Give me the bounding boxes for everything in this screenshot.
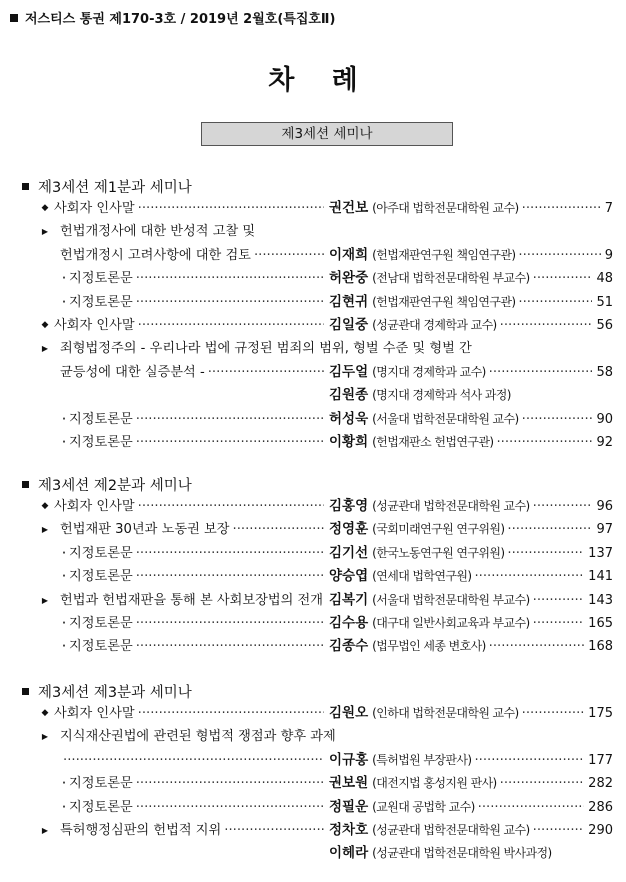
leader-dots (133, 796, 324, 819)
author-name: 정영훈 (329, 521, 369, 538)
square-bullet-icon (22, 688, 29, 695)
page-number: 143 (588, 592, 613, 608)
dot-bullet-icon: · (61, 543, 67, 562)
author-affiliation: (특허법원 부장판사) (372, 752, 472, 767)
leader-dots (133, 542, 324, 565)
author-info (329, 749, 613, 772)
author-info (329, 267, 613, 290)
dot-bullet-icon: · (61, 567, 67, 586)
page-title: 차 례 (268, 65, 372, 96)
entry-title-text: 균등성에 대한 실증분석 - (60, 364, 205, 380)
toc-entry-line (0, 702, 626, 725)
author-name: 정차호 (329, 822, 369, 838)
author-affiliation: (헌법재판소 헌법연구관) (372, 435, 494, 449)
leader-dots (133, 408, 324, 431)
author-info (329, 589, 613, 612)
author-info (329, 842, 613, 865)
entry-title (60, 749, 324, 772)
entry-title-text: 지정토론문 (69, 776, 133, 792)
author-info (329, 542, 613, 565)
leader-dots (133, 772, 324, 795)
author-name: 정필운 (329, 798, 369, 815)
entry-title-text: 지정토론문 (69, 616, 133, 631)
leader-dots (135, 197, 324, 220)
leader-dots (475, 796, 585, 819)
leader-dots (493, 431, 592, 454)
toc-entry-line (0, 431, 626, 454)
author-name: 이헤라 (329, 845, 369, 862)
author-affiliation: (서울대 법학전문대학원 교수) (372, 411, 519, 426)
entry-title-text: 헌법개정사에 대한 반성적 고찰 및 (60, 224, 256, 240)
page-number: 9 (604, 247, 613, 263)
author-affiliation: (대전지법 홍성지원 판사) (372, 776, 497, 791)
entry-title (54, 197, 324, 220)
leader-dots (133, 431, 324, 454)
leader-dots (133, 635, 324, 658)
leader-dots (530, 267, 593, 290)
page-number: 168 (588, 639, 613, 655)
author-name: 권보원 (329, 775, 369, 792)
author-name: 권건보 (329, 200, 369, 216)
square-bullet-icon (22, 183, 29, 190)
square-bullet-icon (22, 481, 29, 488)
author-name: 김복기 (329, 591, 369, 608)
journal-header (10, 8, 335, 27)
toc-entry-line (0, 267, 626, 290)
toc-entry-line (0, 384, 626, 407)
author-affiliation: (성균관대 법학전문대학원 교수) (372, 499, 530, 513)
toc-entry-line (0, 518, 626, 541)
entry-title (69, 796, 324, 819)
entry-title (60, 589, 324, 612)
leader-dots (486, 635, 585, 658)
dot-bullet-icon: · (61, 409, 67, 428)
triangle-bullet-icon: ▶ (41, 344, 49, 354)
toc-entry-line (0, 772, 626, 795)
toc-entry-line (0, 337, 626, 360)
entry-title (60, 244, 324, 267)
entry-title-text: 지정토론문 (69, 639, 133, 655)
author-info (329, 197, 613, 220)
author-name: 김일중 (329, 317, 369, 333)
diamond-bullet-icon: ◆ (41, 501, 49, 511)
entry-title (60, 518, 324, 541)
entry-title (69, 635, 324, 658)
triangle-bullet-icon: ▶ (41, 595, 49, 605)
entry-title-text: 죄형법정주의 - 우리나라 법에 규정된 범죄의 범위, 형벌 수준 및 형벌 간 (60, 341, 472, 357)
section-heading-text: 제3세션 제2분과 세미나 (38, 478, 192, 494)
leader-dots (323, 589, 324, 612)
section-heading (22, 176, 192, 197)
author-name: 이황희 (329, 434, 369, 450)
diamond-bullet-icon: ◆ (41, 203, 49, 213)
entry-title (69, 408, 324, 431)
author-name: 양승엽 (329, 568, 369, 585)
author-info (329, 314, 613, 337)
author-affiliation: (명지대 경제학과 교수) (372, 364, 486, 379)
entry-title (54, 314, 324, 337)
journal-header-text: 저스티스 통권 제170-3호 / 2019년 2월호(특집호Ⅱ) (25, 12, 336, 27)
page-number: 286 (588, 799, 613, 815)
toc-entry-line (0, 612, 626, 635)
leader-dots (135, 702, 324, 725)
session-banner: 제3세션 세미나 (201, 122, 453, 146)
diamond-bullet-icon: ◆ (41, 320, 49, 330)
page-number: 177 (588, 752, 613, 768)
entry-title-text: 헌법과 헌법재판을 통해 본 사회보장법의 전개 (60, 592, 324, 608)
author-affiliation: (헌법재판연구원 책임연구관) (372, 294, 516, 309)
author-affiliation: (성균관대 법학전문대학원 교수) (372, 823, 530, 837)
leader-dots (135, 495, 324, 518)
page-number: 96 (596, 499, 613, 514)
author-info (329, 431, 613, 454)
entry-title-text: 지정토론문 (69, 294, 133, 310)
entry-title-text: 헌법개정시 고려사항에 대한 검토 (60, 247, 251, 263)
triangle-bullet-icon: ▶ (41, 525, 49, 535)
author-affiliation: (법무법인 세종 변호사) (372, 639, 486, 654)
author-affiliation: (교원대 공법학 교수) (372, 799, 475, 814)
toc-entry-line (0, 197, 626, 220)
toc-entry-line (0, 361, 626, 384)
dot-bullet-icon: · (61, 614, 67, 632)
author-affiliation: (명지대 경제학과 석사 과정) (372, 388, 511, 403)
page-number: 58 (596, 364, 613, 380)
leader-dots (135, 314, 324, 337)
page-number: 56 (596, 318, 613, 333)
square-bullet-icon (10, 14, 18, 22)
page-number: 51 (596, 294, 613, 310)
entry-title (69, 565, 324, 588)
dot-bullet-icon: · (61, 774, 67, 793)
author-name: 김종수 (329, 638, 369, 655)
toc-entry-line (0, 220, 626, 243)
page-number: 141 (588, 569, 613, 585)
entry-title-text: 사회자 인사말 (54, 706, 135, 721)
author-info (329, 244, 613, 267)
page-number: 92 (596, 435, 613, 450)
author-affiliation: (대구대 일반사회교육과 부교수) (372, 616, 530, 630)
author-name: 김수용 (329, 615, 369, 631)
leader-dots (530, 612, 585, 635)
author-affiliation: (성균관대 법학전문대학원 박사과정) (372, 846, 552, 861)
entry-title-text: 특허행정심판의 헌법적 지위 (60, 823, 222, 838)
entry-title (69, 772, 324, 795)
entry-title-text: 지정토론문 (69, 799, 133, 815)
dot-bullet-icon: · (61, 269, 67, 288)
leader-dots (60, 749, 324, 772)
toc-entry-line (0, 542, 626, 565)
author-name: 김원오 (329, 705, 369, 721)
leader-dots (515, 291, 592, 314)
leader-dots (133, 267, 324, 290)
entry-title (60, 337, 612, 360)
author-name: 이규홍 (329, 751, 369, 768)
section-heading (22, 474, 192, 495)
toc-entry-line (0, 635, 626, 658)
entry-title-text: 지정토론문 (69, 569, 133, 585)
entry-title-text: 헌법재판 30년과 노동권 보장 (60, 522, 230, 538)
page-number: 282 (588, 776, 613, 792)
dot-bullet-icon: · (61, 433, 67, 451)
toc-entry-line (0, 244, 626, 267)
entry-title-text: 지정토론문 (69, 545, 133, 561)
leader-dots (133, 612, 324, 635)
page-number: 175 (588, 706, 613, 721)
page-number: 165 (588, 616, 613, 631)
leader-dots (504, 518, 592, 541)
leader-dots (251, 244, 324, 267)
triangle-bullet-icon: ▶ (41, 826, 49, 835)
toc-entry-line (0, 314, 626, 337)
author-affiliation: (인하대 법학전문대학원 교수) (372, 706, 519, 720)
entry-title-text: 지정토론문 (69, 271, 133, 287)
toc-entry-line (0, 495, 626, 518)
author-name: 허완중 (329, 270, 369, 287)
leader-dots (530, 589, 585, 612)
entry-title-text: 사회자 인사말 (54, 201, 135, 216)
entry-title (69, 612, 324, 635)
author-info (329, 408, 613, 431)
author-name: 허성욱 (329, 410, 369, 427)
leader-dots (519, 197, 601, 220)
toc-entry-line (0, 408, 626, 431)
leader-dots (221, 819, 324, 842)
triangle-bullet-icon: ▶ (41, 227, 49, 237)
entry-title (69, 267, 324, 290)
author-info (329, 796, 613, 819)
dot-bullet-icon: · (61, 797, 67, 816)
leader-dots (515, 244, 600, 267)
author-info (329, 702, 613, 725)
toc-entry-line (0, 565, 626, 588)
dot-bullet-icon: · (61, 637, 67, 656)
author-affiliation: (서울대 법학전문대학원 부교수) (372, 592, 530, 607)
dot-bullet-icon: · (61, 292, 67, 311)
author-info (329, 361, 613, 384)
entry-title (60, 220, 612, 243)
author-info (329, 819, 613, 842)
author-affiliation: (아주대 법학전문대학원 교수) (372, 201, 519, 215)
author-name: 김홍영 (329, 498, 369, 514)
toc-entry-line (0, 819, 626, 842)
entry-title-text: 지정토론문 (69, 411, 133, 427)
entry-title-text: 지정토론문 (69, 435, 133, 450)
page-number: 97 (596, 522, 613, 538)
page-number: 290 (588, 823, 613, 838)
entry-title-text: 지식재산권법에 관련된 형법적 쟁점과 향후 과제 (60, 729, 336, 745)
author-affiliation: (한국노동연구원 연구위원) (372, 545, 505, 560)
author-name: 김두얼 (329, 363, 369, 380)
author-info (329, 772, 613, 795)
entry-title (54, 495, 324, 518)
author-name: 이재희 (329, 246, 369, 263)
leader-dots (519, 702, 585, 725)
toc-entry-line (0, 796, 626, 819)
author-name: 김기선 (329, 544, 369, 561)
leader-dots (230, 518, 325, 541)
author-info (329, 635, 613, 658)
leader-dots (133, 565, 324, 588)
author-info (329, 495, 613, 518)
leader-dots (133, 291, 324, 314)
toc-entry-line (0, 749, 626, 772)
author-info (329, 565, 613, 588)
section-heading (22, 681, 192, 702)
entry-title (60, 725, 612, 748)
author-affiliation: (성균관대 경제학과 교수) (372, 318, 497, 332)
entry-title (69, 542, 324, 565)
page-number: 48 (596, 271, 613, 287)
author-info (329, 612, 613, 635)
author-name: 김원종 (329, 387, 369, 404)
page-number: 137 (588, 545, 613, 561)
toc-entry-line (0, 291, 626, 314)
diamond-bullet-icon: ◆ (41, 708, 49, 718)
leader-dots (504, 542, 584, 565)
author-affiliation: (국회미래연구원 연구위원) (372, 522, 505, 537)
author-name: 김현귀 (329, 293, 369, 310)
section-heading-text: 제3세션 제1분과 세미나 (38, 180, 192, 196)
author-affiliation: (헌법재판연구원 책임연구관) (372, 247, 516, 262)
entry-title (69, 291, 324, 314)
entry-title (60, 819, 324, 842)
author-affiliation: (연세대 법학연구원) (372, 569, 472, 584)
entry-title-text: 사회자 인사말 (54, 318, 135, 333)
entry-title-text: 사회자 인사말 (54, 499, 135, 514)
page-number: 7 (604, 201, 613, 216)
entry-title (60, 361, 324, 384)
leader-dots (471, 565, 584, 588)
author-info (329, 518, 613, 541)
leader-dots (471, 749, 584, 772)
triangle-bullet-icon: ▶ (41, 732, 49, 742)
leader-dots (530, 495, 593, 518)
leader-dots (497, 314, 593, 337)
author-info (329, 384, 613, 407)
entry-title (54, 702, 324, 725)
toc-entry-line (0, 589, 626, 612)
leader-dots (530, 819, 585, 842)
section-heading-text: 제3세션 제3분과 세미나 (38, 685, 192, 701)
leader-dots (205, 361, 324, 384)
leader-dots (486, 361, 593, 384)
author-affiliation: (전남대 법학전문대학원 부교수) (372, 271, 530, 286)
entry-title (69, 431, 324, 454)
author-info (329, 291, 613, 314)
page-number: 90 (596, 411, 613, 427)
leader-dots (519, 408, 593, 431)
toc-entry-line (0, 842, 626, 865)
toc-entry-line (0, 725, 626, 748)
leader-dots (497, 772, 585, 795)
